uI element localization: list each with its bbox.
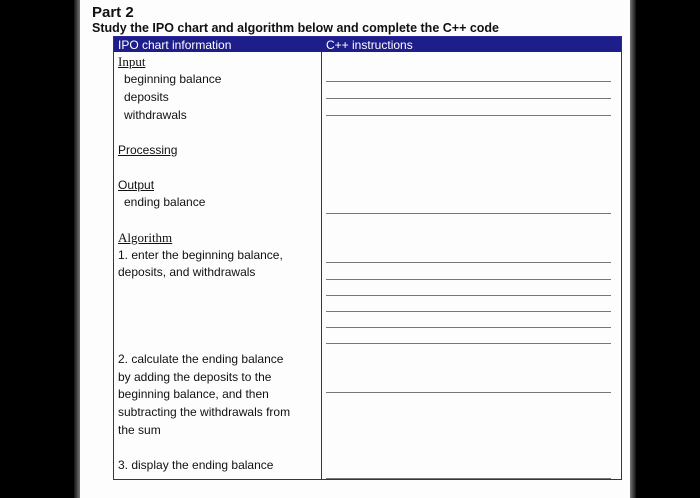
algorithm-step-2-line: by adding the deposits to the: [118, 370, 272, 384]
algorithm-step-2-line: 2. calculate the ending balance: [118, 352, 284, 366]
answer-blank-line[interactable]: [326, 311, 611, 312]
answer-blank-line[interactable]: [326, 478, 611, 479]
processing-label: Processing: [118, 143, 178, 157]
algorithm-label: Algorithm: [118, 230, 173, 245]
answer-blank-line[interactable]: [326, 81, 611, 82]
input-item: beginning balance: [124, 72, 222, 86]
page-right-shadow: [630, 0, 636, 498]
answer-blank-line[interactable]: [326, 279, 611, 280]
answer-blank-line[interactable]: [326, 262, 611, 263]
instruction-text: Study the IPO chart and algorithm below and complete the C++ code: [92, 21, 500, 35]
answer-blank-line[interactable]: [326, 343, 611, 344]
column-divider: [321, 52, 322, 480]
answer-blank-line[interactable]: [326, 295, 611, 296]
input-item: withdrawals: [124, 108, 187, 122]
output-item: ending balance: [124, 195, 206, 209]
algorithm-step-1-line: deposits, and withdrawals: [118, 265, 256, 279]
answer-blank-line[interactable]: [326, 327, 611, 328]
answer-blank-line[interactable]: [326, 392, 611, 393]
algorithm-step-3: 3. display the ending balance: [118, 458, 274, 472]
answer-blank-line[interactable]: [326, 98, 611, 99]
algorithm-step-2-line: beginning balance, and then: [118, 387, 269, 401]
algorithm-step-2-line: subtracting the withdrawals from: [118, 405, 291, 419]
part-heading: Part 2: [92, 4, 134, 21]
answer-blank-line[interactable]: [326, 213, 611, 214]
output-label: Output: [118, 178, 155, 192]
ipo-table: [113, 36, 622, 480]
answer-blank-line[interactable]: [326, 115, 611, 116]
header-ipo-chart: IPO chart information: [118, 38, 232, 52]
algorithm-step-2-line: the sum: [118, 423, 161, 437]
algorithm-step-1-line: 1. enter the beginning balance,: [118, 248, 283, 262]
table-header: [114, 37, 621, 52]
input-label: Input: [118, 54, 146, 69]
page-left-shadow: [74, 0, 80, 498]
input-item: deposits: [124, 90, 169, 104]
header-cpp-instructions: C++ instructions: [326, 38, 413, 52]
